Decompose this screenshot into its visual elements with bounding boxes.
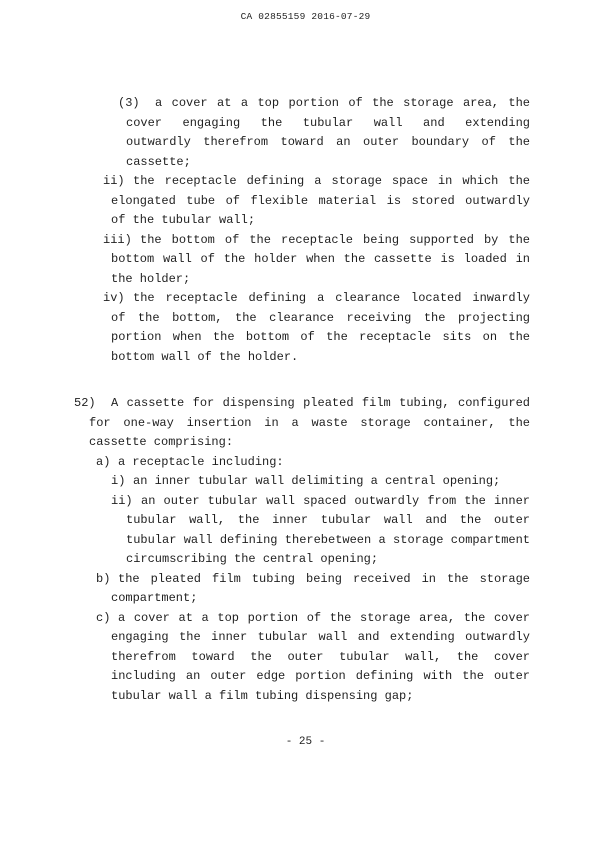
claim-line xyxy=(89,433,530,453)
claim-item-a-ii xyxy=(0,492,611,570)
claim-line xyxy=(111,328,530,348)
claim-line xyxy=(118,94,530,114)
item-marker: i) xyxy=(111,474,126,488)
claim-line xyxy=(89,414,530,434)
claim-line-text: a receptacle including: xyxy=(118,454,284,469)
claim-line-text: compartment; xyxy=(111,591,198,605)
claims-text xyxy=(0,94,611,706)
claim-line-text: tubular wall defining therebetween a storage compartment xyxy=(126,532,530,547)
claim-line-text: circumscribing the central opening; xyxy=(126,552,379,566)
claim-line xyxy=(103,172,530,192)
claim-line xyxy=(126,531,530,551)
claim-line xyxy=(126,133,530,153)
claim-line xyxy=(103,289,530,309)
page-header: CA 02855159 2016-07-29 xyxy=(240,11,371,22)
claim-line-text: cassette comprising: xyxy=(89,435,234,449)
item-marker: a) xyxy=(96,454,111,469)
claim-line-text: for one-way insertion in a waste storage container, the xyxy=(89,415,530,430)
claim-item-a-i xyxy=(0,472,611,492)
claim-item-iii xyxy=(0,231,611,290)
claim-line xyxy=(111,250,530,270)
claim-line-text: therefrom toward the outer tubular wall, the cover xyxy=(111,649,530,664)
claim-line-text: the receptacle defining a clearance located inwardly xyxy=(133,291,530,305)
item-marker: c) xyxy=(96,610,111,625)
claim-line xyxy=(111,270,530,290)
claim-line xyxy=(126,114,530,134)
claim-item-iv xyxy=(0,289,611,367)
claim-line xyxy=(103,231,530,251)
claim-line xyxy=(96,570,530,590)
claim-line xyxy=(111,309,530,329)
claim-line xyxy=(111,687,530,707)
claim-line xyxy=(126,511,530,531)
item-marker: iv) xyxy=(103,291,125,305)
claim-line xyxy=(111,648,530,668)
claim-line-text: bottom wall of the holder. xyxy=(111,349,299,364)
claim-line-text: the holder; xyxy=(111,271,191,286)
claim-item-ii xyxy=(0,172,611,231)
claim-line xyxy=(111,492,530,512)
claim-line-text: the pleated film tubing being received in the storage xyxy=(118,571,530,586)
item-marker: b) xyxy=(96,571,111,586)
claim-number: 52) xyxy=(74,396,96,410)
claim-52 xyxy=(0,394,611,706)
claim-line-text: a cover at a top portion of the storage area, the xyxy=(155,96,530,110)
claim-line xyxy=(111,667,530,687)
item-marker: (3) xyxy=(118,96,140,110)
claim-line xyxy=(96,453,530,473)
claim-line xyxy=(111,348,530,368)
claim-line-text: elongated tube of flexible material is stored outwardly xyxy=(111,193,530,208)
claim-line xyxy=(96,609,530,629)
item-marker: ii) xyxy=(103,174,125,188)
claim-line-text: bottom wall of the holder when the cassette is loaded in xyxy=(111,252,530,266)
claim-line-text: portion when the bottom of the receptacle sits on the xyxy=(111,330,530,344)
claim-line-text: cover engaging the tubular wall and extending xyxy=(126,115,530,130)
claim-line-text: engaging the inner tubular wall and extending outwardly xyxy=(111,630,530,644)
claim-line xyxy=(111,472,530,492)
page-number: - 25 - xyxy=(285,736,326,748)
claim-line xyxy=(74,394,530,414)
claim-line-text: an inner tubular wall delimiting a central opening; xyxy=(133,474,501,488)
claim-line-text: A cassette for dispensing pleated film tubing, configured xyxy=(111,396,530,410)
claim-line-text: outwardly therefrom toward an outer boundary of the xyxy=(126,135,530,149)
claim-line-text: a cover at a top portion of the storage area, the cover xyxy=(118,610,530,625)
claim-item-c xyxy=(0,609,611,707)
item-marker: iii) xyxy=(103,232,132,247)
claim-line xyxy=(126,153,530,173)
item-marker: ii) xyxy=(111,493,133,508)
claim-line xyxy=(111,211,530,231)
claim-line-text: the bottom of the receptacle being supported by the xyxy=(140,232,530,247)
claim-line xyxy=(111,589,530,609)
claim-line-text: of the tubular wall; xyxy=(111,213,256,227)
claim-line-text: of the bottom, the clearance receiving the projecting xyxy=(111,310,530,325)
claim-line xyxy=(111,628,530,648)
claim-line-text: cassette; xyxy=(126,154,191,169)
claim-line-text: the receptacle defining a storage space in which the xyxy=(133,174,530,188)
claim-item-3 xyxy=(0,94,611,172)
claim-line-text: an outer tubular wall spaced outwardly from the inner xyxy=(141,493,530,508)
claim-line-text: tubular wall a film tubing dispensing gap; xyxy=(111,688,414,703)
claim-item-a xyxy=(0,453,611,570)
claim-line xyxy=(126,550,530,570)
claim-line xyxy=(111,192,530,212)
claim-line-text: tubular wall, the inner tubular wall and the outer xyxy=(126,513,530,527)
claim-item-b xyxy=(0,570,611,609)
claim-line-text: including an outer edge portion defining with the outer xyxy=(111,669,530,683)
